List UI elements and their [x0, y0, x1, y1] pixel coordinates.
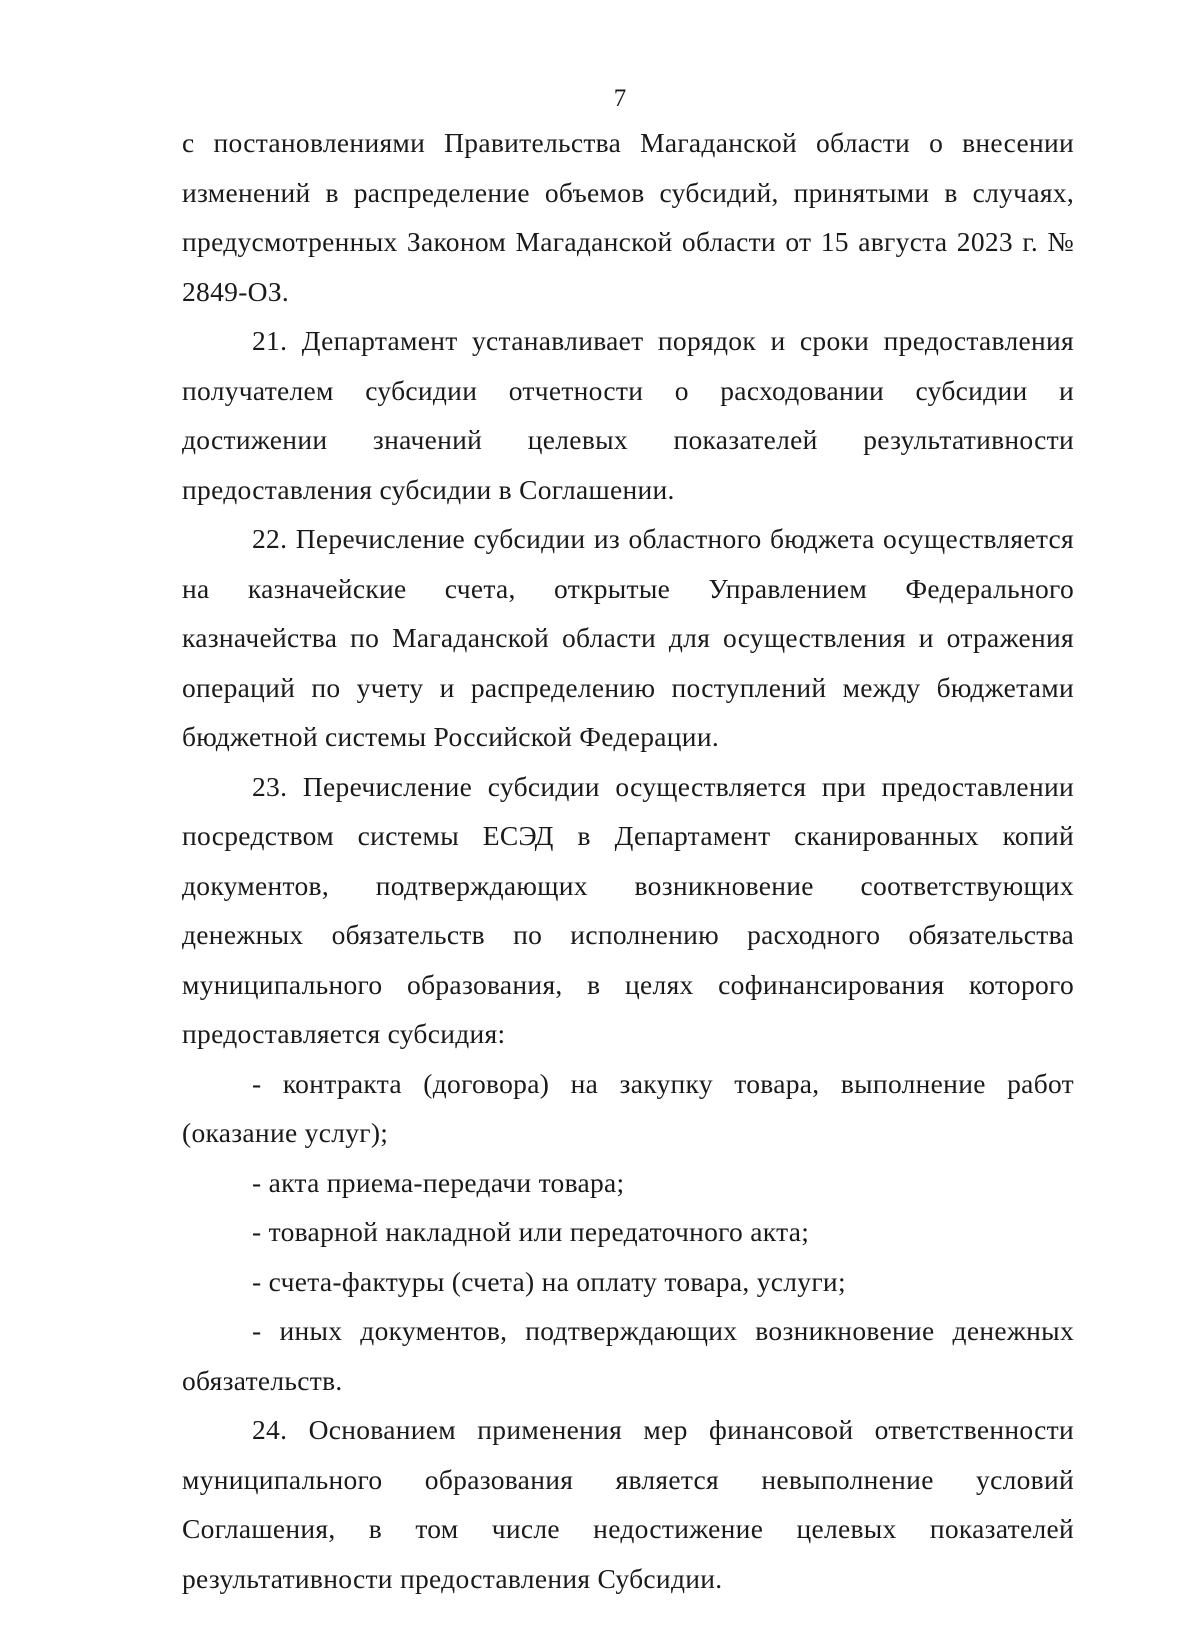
paragraph-continuation: с постановлениями Правительства Магаданской области о внесении изменений в распределение объемов субсидий, принятыми в случаях, предусмотренных Законом Магаданской области от 15 августа 2023 г. № 2849-ОЗ. — [182, 127, 1074, 307]
page-number: 7 — [613, 85, 627, 112]
paragraph-24: 24. Основанием применения мер финансовой ответственности муниципального образования является невыполнение условий Соглашения, в том числе недостижение целевых показателей результативности предоставления Субсидии. — [182, 1414, 1074, 1594]
list-item-invoice-waybill: - товарной накладной или передаточного акта; — [252, 1216, 810, 1247]
paragraph-23: 23. Перечисление субсидии осуществляется при предоставлении посредством системы ЕСЭД в Департамент сканированных копий документов, подтверждающих возникновение соответствующих денежных обязательств по исполнению расходного обязательства муниципального образования, в целях софинансирования которого предоставляется субсидия: — [182, 770, 1074, 1049]
list-item-invoice: - счета-фактуры (счета) на оплату товара, услуги; — [252, 1265, 846, 1297]
paragraph-22: 22. Перечисление субсидии из областного бюджета осуществляется на казначейские счета, открытые Управлением Федерального казначейства по Магаданской области для осуществления и отражения операций по учету и распределению поступлений между бюджетами бюджетной системы Российской Федерации. — [182, 523, 1074, 752]
paragraph-21: 21. Департамент устанавливает порядок и сроки предоставления получателем субсидии отчетности о расходовании субсидии и достижении значений целевых показателей результативности предоставления субсидии в Соглашении. — [182, 325, 1074, 505]
list-item-act: - акта приема-передачи товара; — [252, 1166, 625, 1198]
document-body — [182, 118, 1074, 1603]
list-item-contract: - контракта (договора) на закупку товара, выполнение работ (оказание услуг); — [182, 1067, 1074, 1148]
list-item-other-documents: - иных документов, подтверждающих возникновение денежных обязательств. — [182, 1315, 1074, 1396]
